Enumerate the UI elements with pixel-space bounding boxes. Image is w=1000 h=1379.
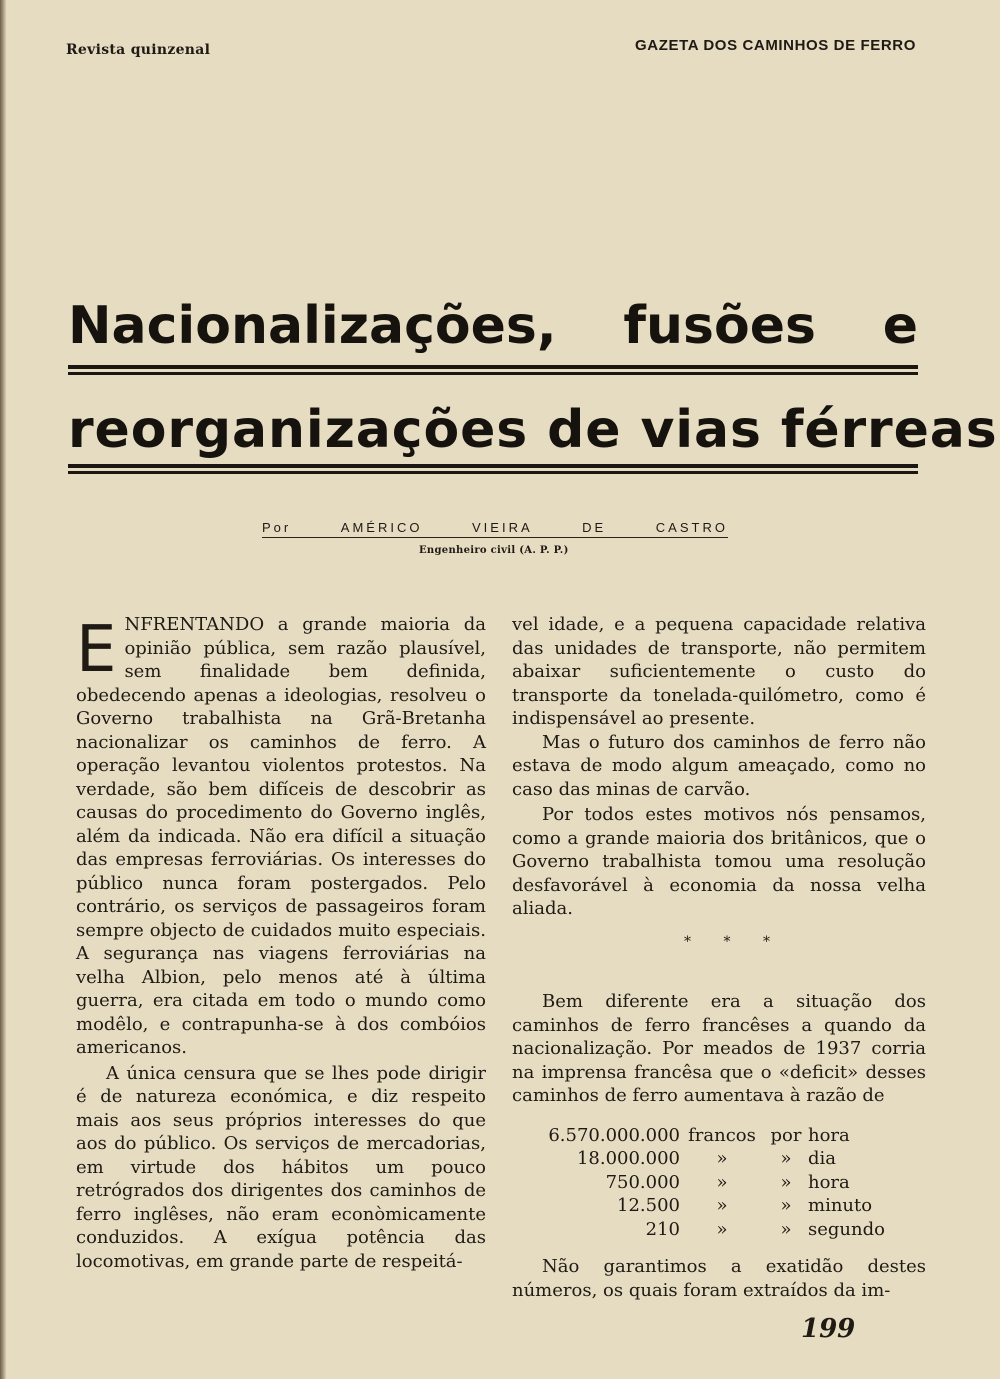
byline-word: CASTRO — [655, 520, 728, 535]
rate-unit: por — [770, 1124, 802, 1146]
title-rule — [68, 365, 918, 377]
table-row — [546, 1147, 885, 1171]
rate-amount: 18.000.000 — [576, 1148, 680, 1169]
rate-unit: » — [780, 1195, 792, 1216]
rate-amount: 12.500 — [617, 1195, 680, 1216]
title-word: Nacionalizações, — [68, 296, 557, 356]
paragraph: Não garantimos a exatidão destes números, os quais foram extraídos da im- — [512, 1256, 926, 1301]
byline-word: DE — [582, 520, 607, 535]
table-row — [546, 1124, 885, 1148]
rate-period: hora — [808, 1171, 850, 1193]
article-title-line-2: reorganizações de vias férreas — [68, 400, 998, 460]
byline — [262, 520, 728, 538]
rate-unit: » — [716, 1195, 728, 1216]
rate-unit: » — [716, 1218, 728, 1240]
rate-amount: 6.570.000.000 — [548, 1124, 680, 1146]
section-separator: * * * — [684, 933, 784, 950]
rate-unit: » — [780, 1218, 792, 1240]
rate-period: minuto — [808, 1195, 873, 1216]
table-row — [546, 1171, 885, 1195]
header-left: Revista quinzenal — [66, 42, 211, 58]
byline-word: AMÉRICO — [340, 520, 423, 535]
author-credential: Engenheiro civil (A. P. P.) — [419, 545, 569, 556]
paragraph: Por todos estes motivos nós pensamos, como a grande maioria dos britânicos, que o Governo trabalhista tomou uma resolução desfavorável à economia da nossa velha aliada. — [512, 804, 926, 919]
rate-amount: 750.000 — [605, 1171, 680, 1193]
deficit-rates-table — [546, 1124, 885, 1242]
paragraph-text: NFRENTANDO a grande maioria da opinião pública, sem razão plausível, sem finalidade bem definida, obedecendo apenas a ideologias, resolveu o Governo trabalhista na Grã-Bretanha nacionalizar os caminhos de ferro. A operação levantou violentos protestos. Na verdade, são bem difíceis de descobrir as causas do procedimento do Governo inglês, além da indicada. Não era difícil a situação das empresas ferroviárias. Os interesses do público nunca foram postergados. Pelo contrário, os serviços de passageiros foram sempre objecto de cuidados muito especiais. A segurança nas viagens ferroviárias na velha Albion, pelo menos até à última guerra, era citada em todo o mundo como modêlo, e contrapunha-se à dos combóios americanos. — [76, 614, 486, 1058]
rate-period: dia — [808, 1148, 837, 1169]
page-number: 199 — [801, 1314, 856, 1344]
header-right: GAZETA DOS CAMINHOS DE FERRO — [635, 37, 916, 54]
rate-unit: » — [780, 1148, 792, 1169]
paragraph: Bem diferente era a situação dos caminhos de ferro francêses a quando da nacionalização. Por meados de 1937 corria na imprensa francêsa que o «deficit» desses caminhos de ferro aumentava à razão de — [512, 991, 926, 1106]
title-rule — [68, 464, 918, 476]
table-row — [546, 1194, 885, 1218]
paragraph — [76, 613, 486, 1060]
title-word: e — [882, 296, 918, 356]
rate-unit: » — [780, 1171, 792, 1193]
rate-unit: francos — [688, 1124, 756, 1146]
rate-period: segundo — [808, 1218, 885, 1240]
article-title-line-1 — [68, 296, 918, 356]
page-edge-shadow — [0, 0, 6, 1379]
title-word: fusões — [623, 296, 816, 356]
text-column-left — [76, 613, 486, 1273]
text-column-right — [512, 613, 926, 1302]
rate-period: hora — [808, 1124, 850, 1146]
byline-word: VIEIRA — [472, 520, 533, 535]
paragraph: vel idade, e a pequena capacidade relativa das unidades de transporte, não permitem abaixar suficientemente o custo do transporte da tonelada-quilómetro, como é indispensável ao presente. — [512, 614, 926, 729]
paragraph: A única censura que se lhes pode dirigir é de natureza económica, e diz respeito mais aos seus próprios interesses do que aos do público. Os serviços de mercadorias, em virtude dos hábitos um pouco retrógrados dos dirigentes dos caminhos de ferro inglêses, não eram econòmicamente conduzidos. A exígua potência das locomotivas, em grande parte de respeitá- — [76, 1062, 486, 1272]
paragraph: Mas o futuro dos caminhos de ferro não estava de modo algum ameaçado, como no caso das minas de carvão. — [512, 731, 926, 800]
byline-word: Por — [262, 520, 292, 535]
drop-cap: E — [76, 613, 117, 687]
rate-amount: 210 — [645, 1218, 680, 1240]
table-row — [546, 1218, 885, 1242]
rate-unit: » — [716, 1148, 728, 1169]
rate-unit: » — [716, 1171, 728, 1193]
